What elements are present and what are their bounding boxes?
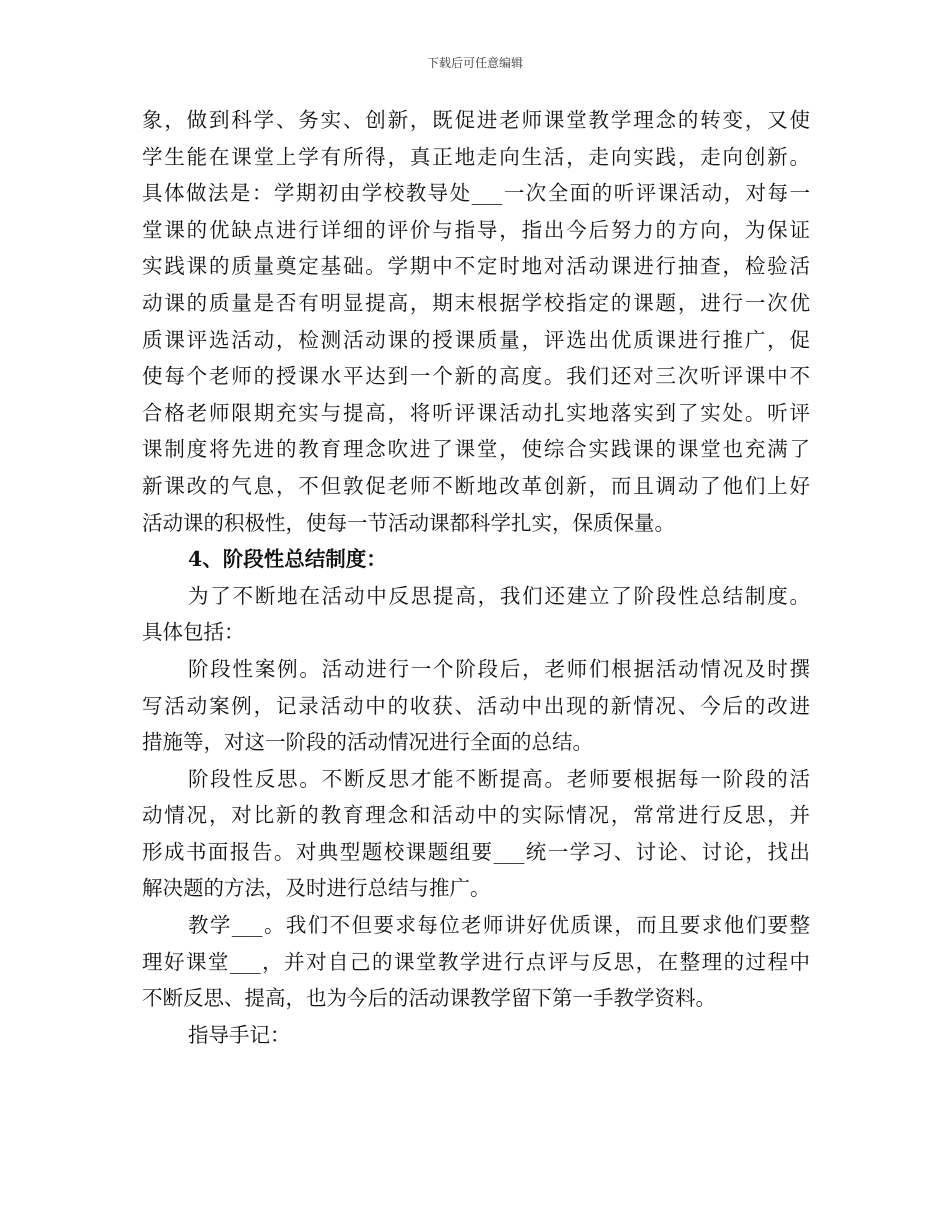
text-line: 合格老师限期充实与提高，将听评课活动扎实地落实到了实处。听评 <box>142 400 810 425</box>
document-body <box>142 104 810 1055</box>
section-heading: 4、阶段性总结制度： <box>188 547 387 572</box>
text-line: 解决题的方法，及时进行总结与推广。 <box>142 876 491 901</box>
text-line: 质课评选活动，检测活动课的授课质量，评选出优质课进行推广，促 <box>142 327 810 352</box>
text-line: 指导手记： <box>188 1022 291 1047</box>
text-line: 实践课的质量奠定基础。学期中不定时地对活动课进行抽查，检验活 <box>142 254 810 279</box>
text-line: 象，做到科学、务实、创新，既促进老师课堂教学理念的转变，又使 <box>142 108 810 132</box>
text-line: 阶段性反思。不断反思才能不断提高。老师要根据每一阶段的活 <box>188 766 810 791</box>
page-header-note: 下载后可任意编辑 <box>426 56 523 70</box>
text-line: 动课的质量是否有明显提高，期末根据学校指定的课题，进行一次优 <box>142 290 810 315</box>
text-line: 写活动案例，记录活动中的收获、活动中出现的新情况、今后的改进 <box>142 693 810 718</box>
text-line: 教学___。我们不但要求每位老师讲好优质课，而且要求他们要整 <box>188 913 810 938</box>
text-line: 形成书面报告。对典型题校课题组要___统一学习、讨论、讨论，找出 <box>142 839 810 864</box>
text-line: 阶段性案例。活动进行一个阶段后，老师们根据活动情况及时撰 <box>188 656 810 681</box>
text-line: 课制度将先进的教育理念吹进了课堂，使综合实践课的课堂也充满了 <box>142 437 810 462</box>
text-line: 新课改的气息，不但敦促老师不断地改革创新，而且调动了他们上好 <box>142 473 810 498</box>
text-line: 措施等，对这一阶段的活动情况进行全面的总结。 <box>142 730 593 755</box>
text-line: 具体包括： <box>142 620 245 645</box>
text-line: 活动课的积极性，使每一节活动课都科学扎实，保质保量。 <box>142 510 675 535</box>
text-line: 理好课堂___，并对自己的课堂教学进行点评与反思，在整理的过程中 <box>142 949 810 974</box>
text-line: 具体做法是：学期初由学校教导处___一次全面的听评课活动，对每一 <box>142 181 810 206</box>
text-line: 动情况，对比新的教育理念和活动中的实际情况，常常进行反思，并 <box>142 803 810 828</box>
text-line: 堂课的优缺点进行详细的评价与指导，指出今后努力的方向，为保证 <box>142 217 810 242</box>
text-line: 使每个老师的授课水平达到一个新的高度。我们还对三次听评课中不 <box>142 364 810 389</box>
text-line: 学生能在课堂上学有所得，真正地走向生活，走向实践，走向创新。 <box>142 144 810 169</box>
text-line: 不断反思、提高，也为今后的活动课教学留下第一手教学资料。 <box>142 986 716 1011</box>
text-line: 为了不断地在活动中反思提高，我们还建立了阶段性总结制度。 <box>188 583 810 608</box>
